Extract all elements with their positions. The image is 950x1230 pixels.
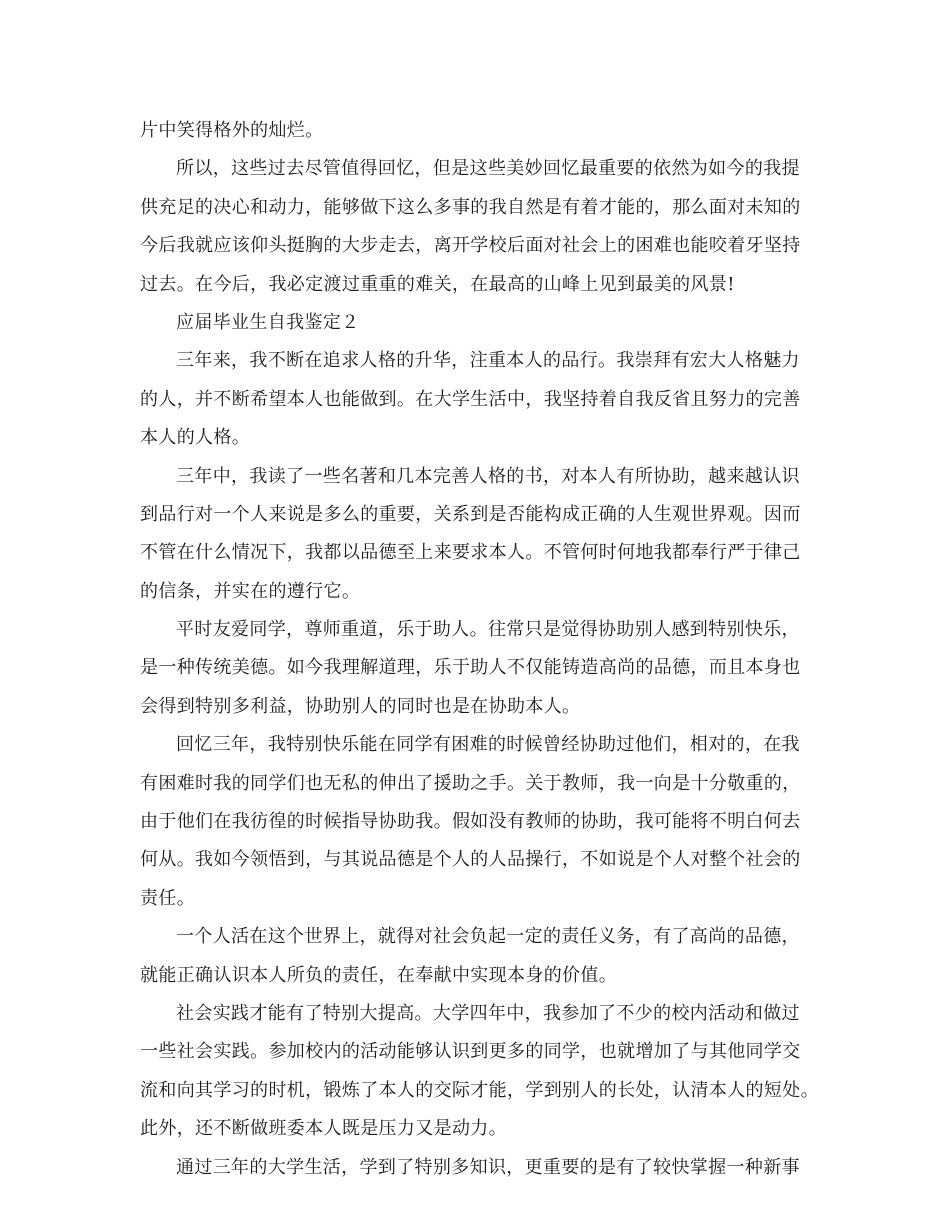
text-line: 今后我就应该仰头挺胸的大步走去，离开学校后面对社会上的困难也能咬着牙坚持 bbox=[140, 235, 801, 257]
text-line: 应届毕业生自我鉴定２ bbox=[176, 311, 360, 333]
text-line: 本人的人格。 bbox=[140, 427, 251, 449]
text-line: 何从。我如今领悟到，与其说品德是个人的人品操行，不如说是个人对整个社会的 bbox=[140, 849, 801, 871]
text-line: 到品行对一个人来说是多么的重要，关系到是否能构成正确的人生观世界观。因而 bbox=[140, 503, 801, 525]
text-line: 一些社会实践。参加校内的活动能够认识到更多的同学，也就增加了与其他同学交 bbox=[140, 1041, 801, 1063]
text-line: 有困难时我的同学们也无私的伸出了援助之手。关于教师，我一向是十分敬重的， bbox=[140, 772, 801, 794]
text-line: 的信条，并实在的遵行它。 bbox=[140, 580, 361, 602]
text-line: 三年中，我读了一些名著和几本完善人格的书，对本人有所协助，越来越认识 bbox=[176, 465, 800, 487]
text-line: 责任。 bbox=[140, 887, 196, 909]
text-line: 社会实践才能有了特别大提高。大学四年中，我参加了不少的校内活动和做过 bbox=[176, 1002, 800, 1024]
text-line: 流和向其学习的时机，锻炼了本人的交际才能，学到别人的长处，认清本人的短处。 bbox=[140, 1079, 819, 1101]
text-line: 的人，并不断希望本人也能做到。在大学生活中，我坚持着自我反省且努力的完善 bbox=[140, 388, 801, 410]
document-page bbox=[140, 112, 825, 1187]
text-line: 就能正确认识本人所负的责任，在奉献中实现本身的价值。 bbox=[140, 964, 618, 986]
text-line: 供充足的决心和动力，能够做下这么多事的我自然是有着才能的，那么面对未知的 bbox=[140, 196, 801, 218]
text-line: 回忆三年，我特别快乐能在同学有困难的时候曾经协助过他们，相对的，在我 bbox=[176, 734, 800, 756]
text-line: 平时友爱同学，尊师重道，乐于助人。往常只是觉得协助别人感到特别快乐， bbox=[176, 619, 800, 641]
text-line: 片中笑得格外的灿烂。 bbox=[140, 120, 324, 141]
text-line: 通过三年的大学生活，学到了特别多知识，更重要的是有了较快掌握一种新事 bbox=[176, 1156, 800, 1178]
text-line: 不管在什么情况下，我都以品德至上来要求本人。不管何时何地我都奉行严于律己 bbox=[140, 542, 801, 564]
text-line: 由于他们在我彷徨的时候指导协助我。假如没有教师的协助，我可能将不明白何去 bbox=[140, 811, 801, 833]
text-line: 此外，还不断做班委本人既是压力又是动力。 bbox=[140, 1118, 507, 1140]
text-line: 一个人活在这个世界上，就得对社会负起一定的责任义务，有了高尚的品德， bbox=[176, 926, 800, 948]
text-line: 所以，这些过去尽管值得回忆，但是这些美妙回忆最重要的依然为如今的我提 bbox=[176, 158, 800, 180]
text-line: 过去。在今后，我必定渡过重重的难关，在最高的山峰上见到最美的风景! bbox=[140, 273, 735, 295]
text-line: 三年来，我不断在追求人格的升华，注重本人的品行。我崇拜有宏大人格魅力 bbox=[176, 350, 800, 372]
text-line: 是一种传统美德。如今我理解道理，乐于助人不仅能铸造高尚的品德，而且本身也 bbox=[140, 657, 801, 679]
text-line: 会得到特别多利益，协助别人的同时也是在协助本人。 bbox=[140, 695, 581, 717]
